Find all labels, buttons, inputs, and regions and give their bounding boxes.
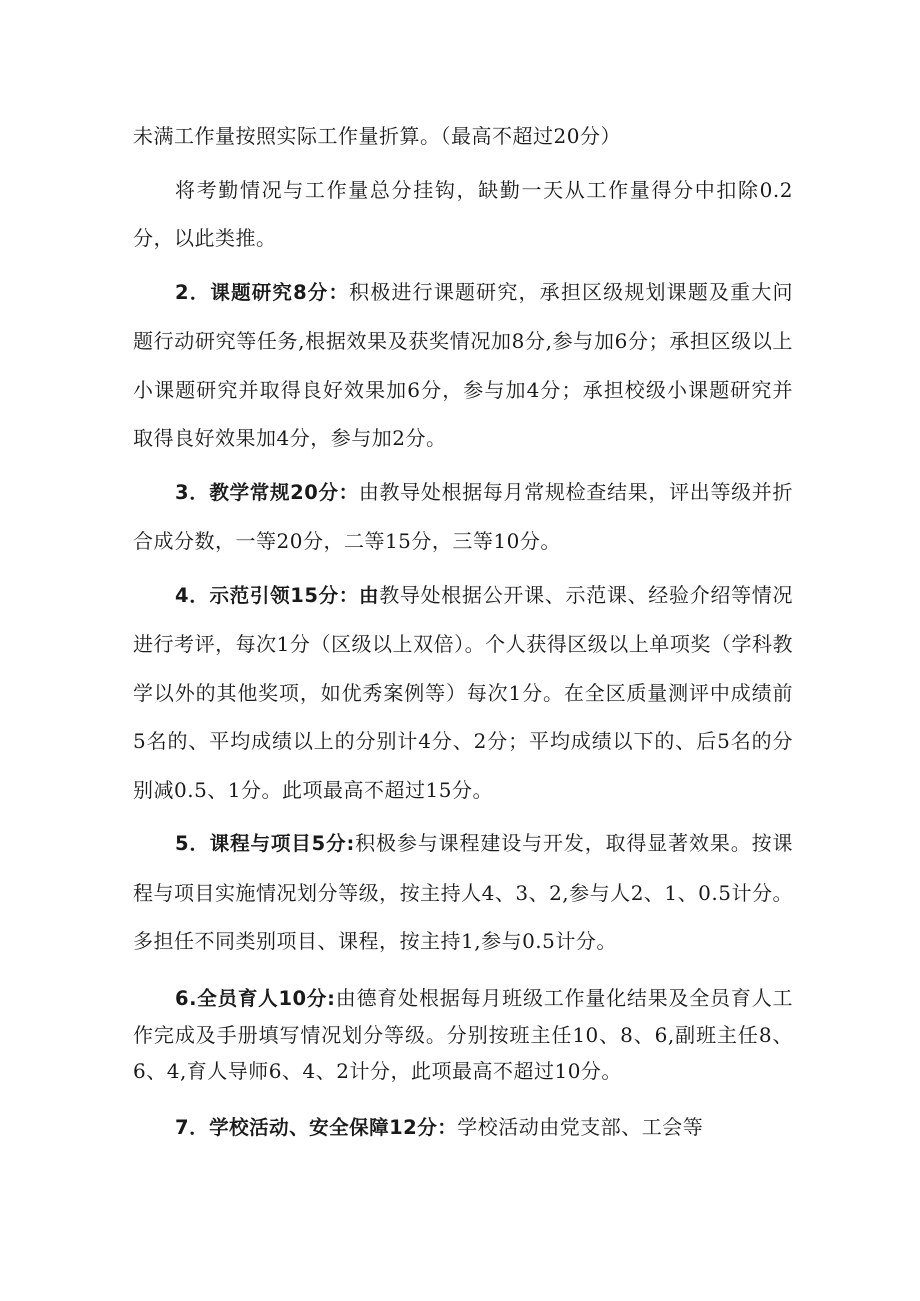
section-heading: 6.全员育人10分: [175,986,336,1010]
section-heading: 7．学校活动、安全保障12分： [175,1115,458,1139]
section-heading: 5．课程与项目5分: [175,832,355,855]
paragraph-all-staff-education [133,980,793,1089]
paragraph-text: 由教导处根据每月常规检查结果，评出等级并折合成分数，一等20分，二等15分，三等10分。 [133,479,793,553]
paragraph-text: 教导处根据公开课、示范课、经验介绍等情况进行考评，每次1分（区级以上双倍）。个人获得区级以上单项奖（学科教学以外的其他奖项，如优秀案例等）每次1分。在全区质量测评中成绩前5名的、平均成绩以上的分别计4分、2分；平均成绩以下的、后5名的分别减0.5、1分。此项最高不超过15分。 [133,582,793,802]
section-heading: 3．教学常规20分： [175,480,359,504]
paragraph-text: 学校活动由党支部、工会等 [457,1114,704,1139]
paragraph-text: 积极进行课题研究，承担区级规划课题及重大问题行动研究等任务,根据效果及获奖情况加8分,参与加6分；承担区级以上小课题研究并取得良好效果加6分，参与加4分；承担校级小课题研究并取得良好效果加4分，参与加2分。 [133,279,794,450]
paragraph-school-activities [133,1103,793,1153]
paragraph-demonstration [133,571,793,815]
paragraph-text: 积极参与课程建设与开发，取得显著效果。按课程与项目实施情况划分等级，按主持人4、3、2,参与人2、1、0.5计分。多担任不同类别项目、课程，按主持1,参与0.5计分。 [133,831,794,953]
paragraph-curriculum [133,819,793,966]
paragraph-teaching-routine [133,468,793,566]
paragraph-text: 将考勤情况与工作量总分挂钩，缺勤一天从工作量得分中扣除0.2分，以此类推。 [133,177,793,250]
paragraph-attendance [133,166,793,263]
paragraph-workload-continuation [133,112,793,161]
paragraph-text: 由德育处根据每月班级工作量化结果及全员育人工作完成及手册填写情况划分等级。分别按班主任10、8、6,副班主任8、6、4,育人导师6、4、2计分，此项最高不超过10分。 [133,985,793,1083]
paragraph-research [133,268,793,463]
document-page [133,112,793,1157]
section-heading: 2．课题研究8分： [175,280,350,304]
paragraph-text: 未满工作量按照实际工作量折算。（最高不超过20分） [133,124,621,148]
section-heading: 4．示范引领15分：由 [175,583,380,607]
